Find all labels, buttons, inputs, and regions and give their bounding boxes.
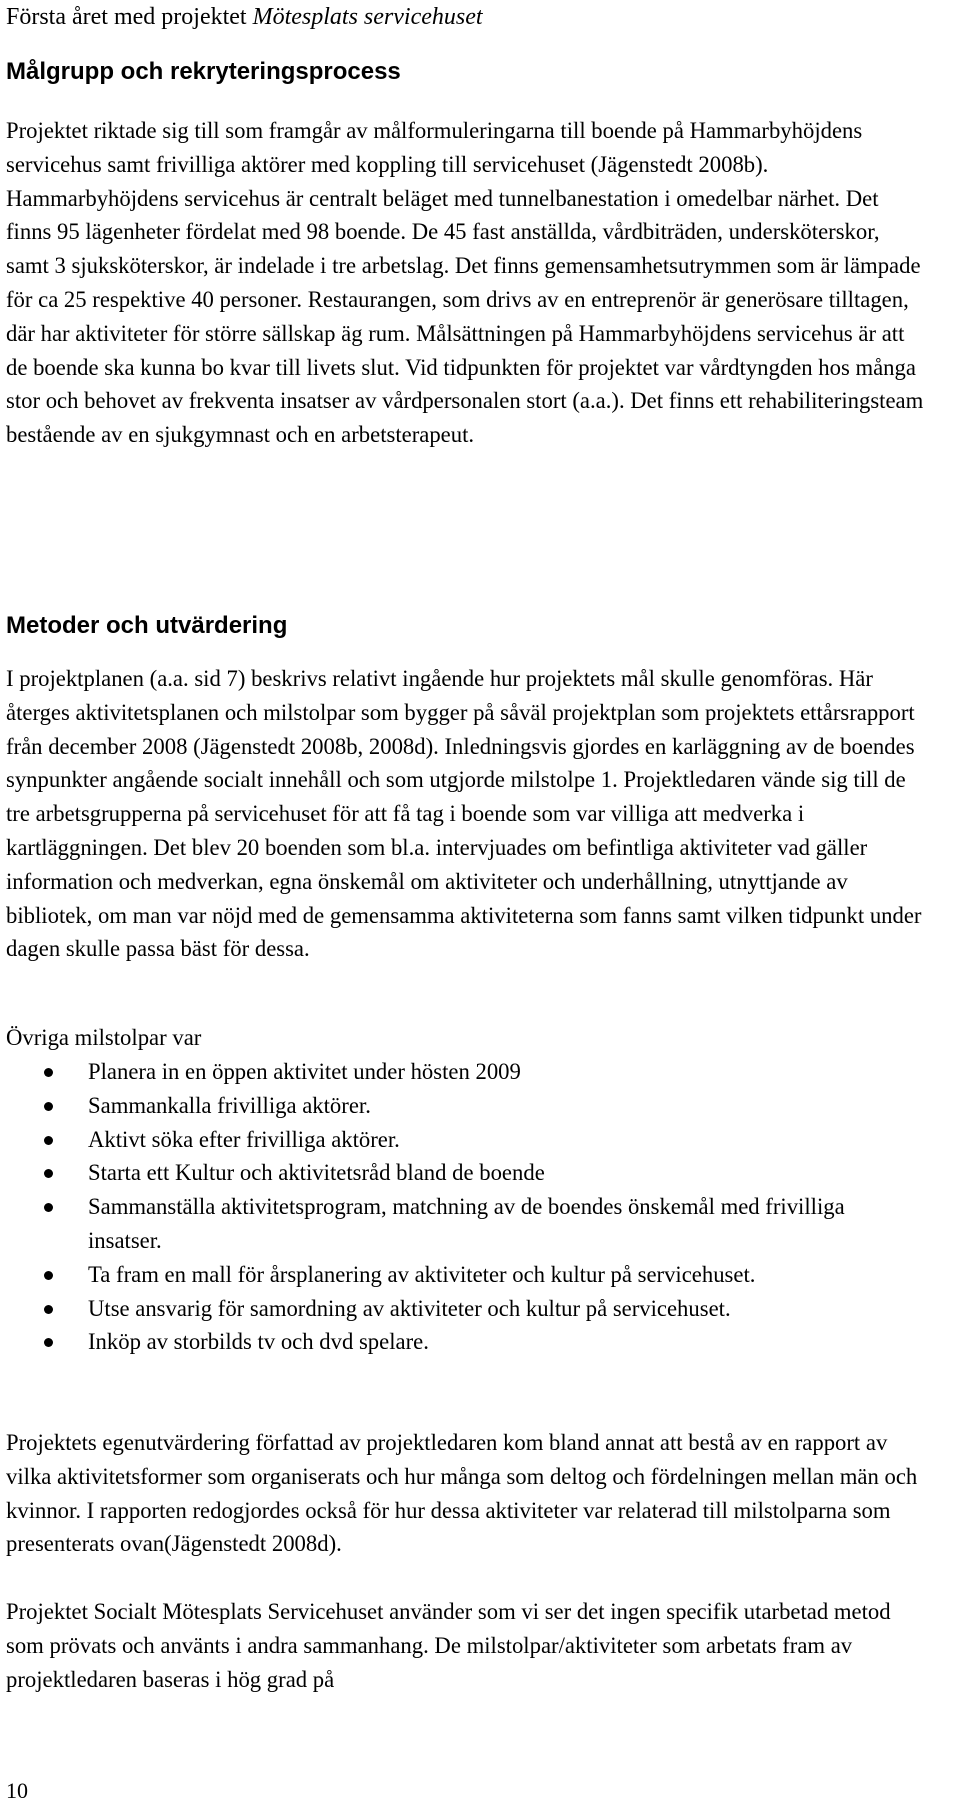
- bullet-icon: [44, 1136, 53, 1145]
- list-item-text: Sammankalla frivilliga aktörer.: [88, 1092, 371, 1118]
- list-item-text: Starta ett Kultur och aktivitetsråd bland de boende: [88, 1160, 545, 1186]
- list-item: [6, 1055, 906, 1089]
- list-item-text: Utse ansvarig för samordning av aktiviteter och kultur på servicehuset.: [88, 1295, 731, 1321]
- list-item: [6, 1190, 906, 1258]
- bullet-icon: [44, 1338, 53, 1347]
- bullet-icon: [44, 1068, 53, 1077]
- bullet-icon: [44, 1203, 53, 1212]
- paragraph-egenutvardering: Projektets egenutvärdering författad av projektledaren kom bland annat att bestå av en rapport av vilka aktivitetsformer som organiserats och hur många som deltog och fördelningen mellan män och kvinnor. I rapporten redogjordes också för hur dessa aktiviteter var relaterad till milstolparna som presenterats ovan(Jägenstedt 2008d).: [6, 1430, 918, 1557]
- page-number: 10: [6, 1778, 28, 1803]
- header-prefix: Första året med projektet: [6, 4, 253, 30]
- paragraph-metoder: I projektplanen (a.a. sid 7) beskrivs relativt ingående hur projektets mål skulle genomföras. Här återges aktivitetsplanen och milstolpar som bygger på såväl projektplan som projektets ettårsrapport från december 2008 (Jägenstedt 2008b, 2008d). Inledningsvis gjordes en karläggning av de boendes synpunkter angående socialt innehåll och som utgjorde milstolpe 1. Projektledaren vände sig till de tre arbetsgrupperna på servicehuset för att få tag i boende som var villiga att medverka i kartläggningen. Det blev 20 boenden som bl.a. intervjuades om befintliga aktiviteter vad gäller information och medverkan, egna önskemål om aktiviteter och underhållning, utnyttjande av bibliotek, om man var nöjd med de gemensamma aktiviteterna som fanns samt vilken tidpunkt under dagen skulle passa bäst för dessa.: [6, 666, 922, 962]
- list-item-text: Sammanställa aktivitetsprogram, matchning av de boendes önskemål med frivilliga insatser.: [88, 1194, 845, 1253]
- list-item-text: Ta fram en mall för årsplanering av aktiviteter och kultur på servicehuset.: [88, 1261, 756, 1287]
- list-item: [6, 1156, 906, 1190]
- running-header: [6, 0, 483, 34]
- list-item: [6, 1123, 906, 1157]
- list-item-text: Planera in en öppen aktivitet under hösten 2009: [88, 1059, 521, 1084]
- list-item: [6, 1089, 906, 1123]
- bullet-icon: [44, 1305, 53, 1314]
- header-project-name: Mötesplats servicehuset: [252, 4, 483, 30]
- list-item-text: Aktivt söka efter frivilliga aktörer.: [88, 1126, 400, 1152]
- list-item: [6, 1292, 906, 1326]
- list-item-text: Inköp av storbilds tv och dvd spelare.: [88, 1329, 429, 1355]
- bullet-icon: [44, 1169, 53, 1178]
- milstolpar-list: [6, 1055, 906, 1359]
- bullet-icon: [44, 1102, 53, 1111]
- bullet-icon: [44, 1271, 53, 1280]
- list-item: [6, 1325, 906, 1359]
- section-heading-malgrupp: Målgrupp och rekryteringsprocess: [6, 58, 401, 85]
- paragraph-ovriga-milstolpar: Övriga milstolpar var: [6, 1025, 202, 1050]
- list-item: [6, 1258, 906, 1292]
- section-heading-metoder: Metoder och utvärdering: [6, 612, 288, 639]
- paragraph-socialt-motesplats: Projektet Socialt Mötesplats Servicehuset använder som vi ser det ingen specifik utarbetad metod som prövats och använts i andra sammanhang. De milstolpar/aktiviteter som arbetats fram av projektledaren baseras i hög grad på: [6, 1599, 891, 1692]
- paragraph-malgrupp: Projektet riktade sig till som framgår av målformuleringarna till boende på Hammarbyhöjdens servicehus samt frivilliga aktörer med koppling till servicehuset (Jägenstedt 2008b). Hammarbyhöjdens servicehus är centralt beläget med tunnelbanestation i omedelbar närhet. Det finns 95 lägenheter fördelat med 98 boende. De 45 fast anställda, vårdbiträden, undersköterskor, samt 3 sjuksköterskor, är indelade i tre arbetslag. Det finns gemensamhetsutrymmen som är lämpade för ca 25 respektive 40 personer. Restaurangen, som drivs av en entreprenör är generösare tilltagen, där har aktiviteter för större sällskap äg rum. Målsättningen på Hammarbyhöjdens servicehus är att de boende ska kunna bo kvar till livets slut. Vid tidpunkten för projektet var vårdtyngden hos många stor och behovet av frekventa insatser av vårdpersonalen stort (a.a.). Det finns ett rehabiliteringsteam bestående av en sjukgymnast och en arbetsterapeut.: [6, 118, 924, 448]
